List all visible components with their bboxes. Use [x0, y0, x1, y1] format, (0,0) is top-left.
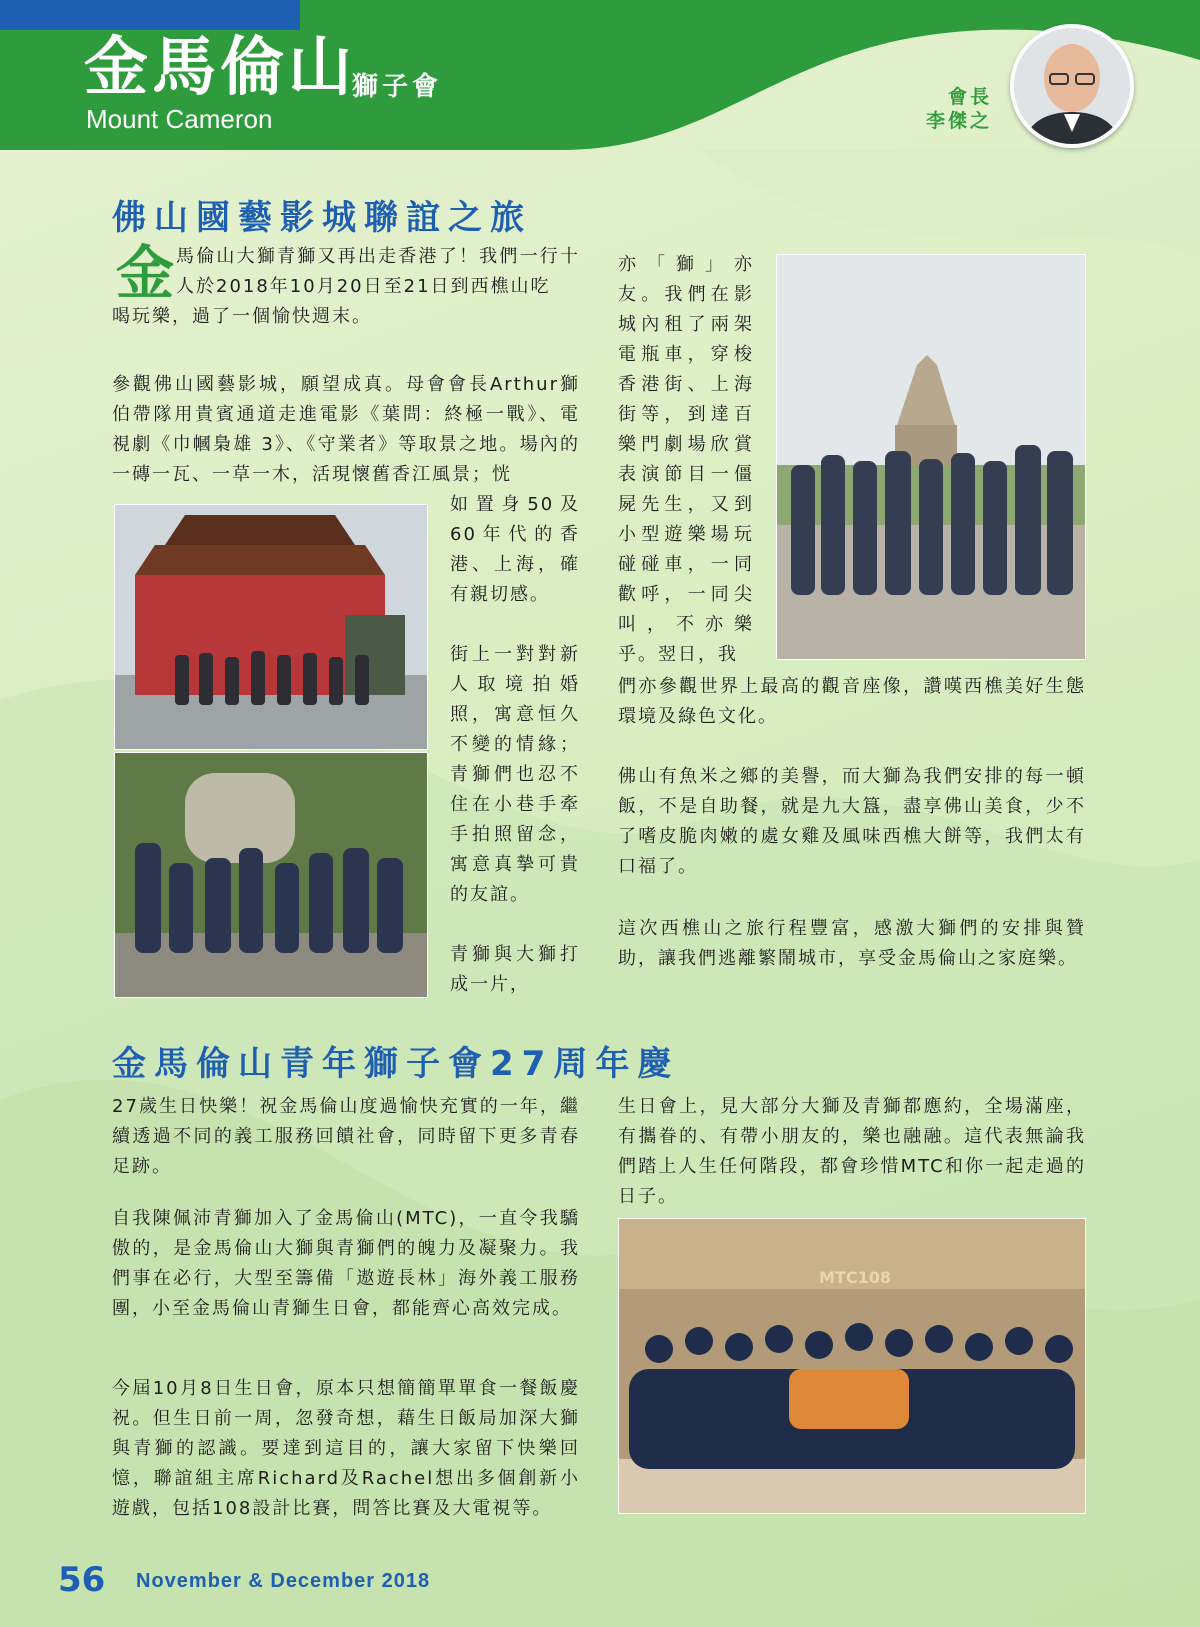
- article1-para-activities: 亦「獅」亦友。我們在影城內租了兩架電瓶車，穿梭香港街、上海街等，到達百樂門劇場欣賞表演節目一僵屍先生，又到小型遊樂場玩碰碰車，一同歡呼，一同尖叫，不亦樂乎。翌日，我: [618, 254, 754, 665]
- article2-para-birthday: 27歲生日快樂！祝金馬倫山度過愉快充實的一年，繼續透過不同的義工服務回饋社會，同時留下更多青春足跡。: [112, 1096, 580, 1177]
- article1-para-era: 如置身50及60年代的香港、上海，確有親切感。: [450, 494, 580, 605]
- brand-title: 金馬倫山: [84, 30, 356, 105]
- president-avatar: [1010, 24, 1134, 148]
- photo-film-city-gate: [114, 504, 428, 750]
- brand-english-name: Mount Cameron: [86, 104, 273, 134]
- article1-para-wedding: 街上一對對新人取境拍婚照，寓意恒久不變的情緣；青獅們也忍不住在小巷手牽手拍照留念，寓意真摯可貴的友誼。: [450, 644, 580, 905]
- article1-para-food: 佛山有魚米之鄉的美譽，而大獅為我們安排的每一頓飯，不是自助餐，就是九大簋，盡享佛山美食，少不了嗜皮脆肉嫩的處女雞及風味西樵大餅等，我們太有口福了。: [618, 766, 1086, 877]
- article2-para-mtc: 自我陳佩沛青獅加入了金馬倫山(MTC)，一直令我驕傲的，是金馬倫山大獅與青獅們的魄力及凝聚力。我們事在必行，大型至籌備「遨遊長林」海外義工服務團，小至金馬倫山青獅生日會，都能齊心高效完成。: [112, 1208, 580, 1319]
- article2-para-party: 今屆10月8日生日會，原本只想簡簡單單食一餐飯慶祝。但生日前一周，忽發奇想，藉生日飯局加深大獅與青獅的認識。要達到這目的，讓大家留下快樂回憶，聯誼組主席Richard及Rachel想出多個創新小遊戲，包括108設計比賽，問答比賽及大電視等。: [112, 1378, 580, 1519]
- article1-para-guanyin: 們亦參觀世界上最高的觀音座像，讚嘆西樵美好生態環境及綠色文化。: [618, 676, 1086, 727]
- article2-title: 金馬倫山青年獅子會27周年慶: [112, 1044, 680, 1084]
- president-name: 李傑之: [925, 110, 992, 132]
- article1-para-friends: 青獅與大獅打成一片，: [450, 944, 580, 995]
- article2-para-attendance: 生日會上，見大部分大獅及青獅都應約，全場滿座，有攜眷的、有帶小朋友的，樂也融融。這代表無論我們踏上人生任何階段，都會珍惜MTC和你一起走過的日子。: [618, 1096, 1086, 1207]
- portrait-image: [1014, 28, 1130, 144]
- article1-intro-end: 喝玩樂，過了一個愉快週末。: [112, 306, 372, 327]
- photo-guanyin-statue-group: [776, 254, 1086, 660]
- article1-title: 佛山國藝影城聯誼之旅: [112, 198, 532, 238]
- issue-date: November & December 2018: [136, 1570, 431, 1592]
- photo-sign-mtc108: MTC108: [819, 1268, 891, 1287]
- dropcap: 金: [116, 239, 175, 307]
- page-number: 56: [58, 1560, 106, 1600]
- article1-para-filmcity: 參觀佛山國藝影城，願望成真。母會會長Arthur獅伯帶隊用貴賓通道走進電影《葉問：終極一戰》、電視劇《巾幗梟雄 3》、《守業者》等取景之地。場內的一磚一瓦、一草一木，活現懷舊香江風景；恍: [112, 374, 580, 485]
- brand-subtitle: 獅子會: [352, 72, 443, 102]
- photo-birthday-group: [618, 1218, 1086, 1514]
- article1-intro: 馬倫山大獅青獅又再出走香港了！我們一行十人於2018年10月20日至21日到西樵山吃: [176, 246, 580, 297]
- president-role: 會長: [947, 86, 992, 108]
- photo-park-group: [114, 752, 428, 998]
- article1-para-thanks: 這次西樵山之旅行程豐富，感激大獅們的安排與贊助，讓我們逃離繁鬧城市，享受金馬倫山之家庭樂。: [618, 918, 1086, 969]
